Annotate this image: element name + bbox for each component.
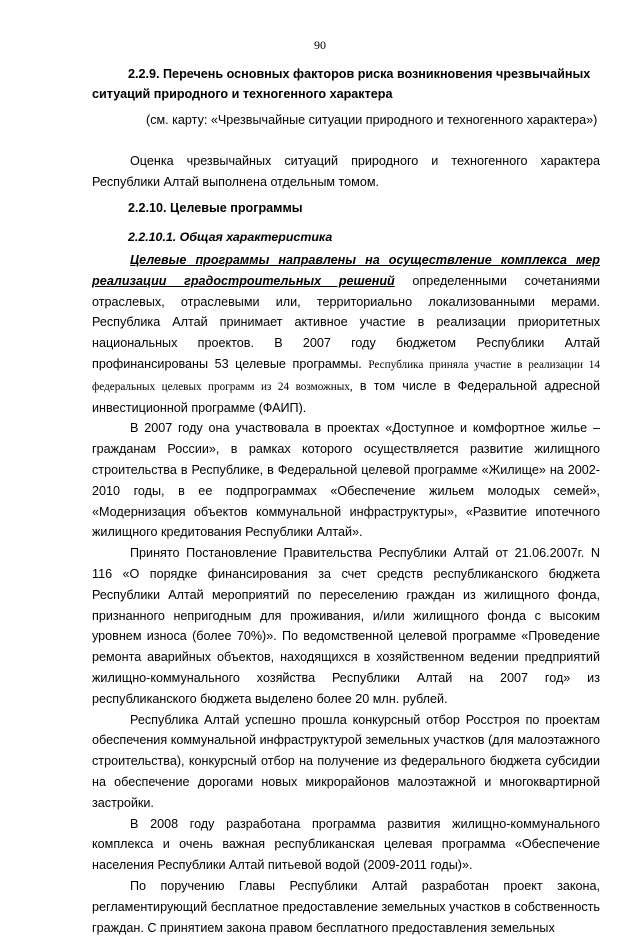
assessment-paragraph: Оценка чрезвычайных ситуаций природного и техногенного характера Республики Алтай выполнена отдельным томом.	[92, 154, 600, 189]
section-heading-2-2-10: 2.2.10. Целевые программы	[128, 201, 303, 215]
paragraph-resolution: Принято Постановление Правительства Республики Алтай от 21.06.2007г. N 116 «О порядке финансирования за счет средств республиканского бюджета Республики Алтай мероприятий по переселению граждан из жилищного фонда, признанного непригодным для проживания, и/или жилищного фонда с высоким уровнем износа (более 70%)». По ведомственной целевой программе «Проведение ремонта аварийных объектов, находящихся в хозяйственном ведении предприятий жилищно-коммунального хозяйства Республики Алтай на 2007 год» из республиканского бюджета выделено более 20 млн. рублей.	[92, 546, 600, 706]
section-title: 2.2.9. Перечень основных факторов риска возникновения чрезвычайных ситуаций природного и техногенного характера	[92, 67, 591, 101]
subsection-heading-2-2-10-1: 2.2.10.1. Общая характеристика	[128, 230, 333, 244]
paragraph-text-end: в том числе в Федеральной адресной инвестиционной программе (ФАИП).	[92, 378, 600, 415]
emphasized-phrase: Целевые программы направлены на осуществление комплекса мер реализации градостроительных решений	[92, 253, 600, 288]
paragraph-text-small: Республика приняла участие в реализации 14 федеральных целевых программ из 24 возможных,	[92, 358, 600, 393]
paragraph-2008-program: В 2008 году разработана программа развития жилищно-коммунального комплекса и очень важная республиканская целевая программа «Обеспечение населения Республики Алтай питьевой водой (2009-2011 годы)».	[92, 816, 600, 873]
paragraph-land-law: По поручению Главы Республики Алтай разработан проект закона, регламентирующий бесплатное предоставление земельных участков в собственность граждан. С принятием закона правом бесплатного предоставления земельных	[92, 878, 600, 935]
paragraph-competition: Республика Алтай успешно прошла конкурсный отбор Росстроя по проектам обеспечения коммунальной инфраструктурой земельных участков (для малоэтажного строительства), конкурсный отбор на получение из федерального бюджета субсидии на обеспечение дорогами новых микрорайонов малоэтажной и многоквартирной застройки.	[92, 712, 600, 810]
paragraph-2007-projects: В 2007 году она участвовала в проектах «Доступное и комфортное жилье – гражданам России», в рамках которого осуществляется развитие жилищного строительства в Республике, в Федеральной целевой программе «Жилище» на 2002-2010 годы, в ее подпрограммах «Обеспечение жильем молодых семей», «Модернизация объектов коммунальной инфраструктуры», «Развитие ипотечного жилищного кредитования Республики Алтай».	[92, 421, 600, 540]
paragraph-text: определенными сочетаниями отраслевых, отраслевыми или, территориально локализованными мерами. Республика Алтай принимает активное участие в реализации приоритетных национальных проектов. В 2007 году бюджетом Республики Алтай профинансированы 53 целевые программы.	[92, 273, 600, 371]
body-text	[92, 250, 600, 938]
paragraph-target-programs	[92, 250, 600, 418]
section-heading-2-2-9	[92, 64, 600, 104]
map-reference-note: (см. карту: «Чрезвычайные ситуации природного и техногенного характера»)	[146, 113, 598, 127]
page-number: 90	[314, 38, 326, 52]
